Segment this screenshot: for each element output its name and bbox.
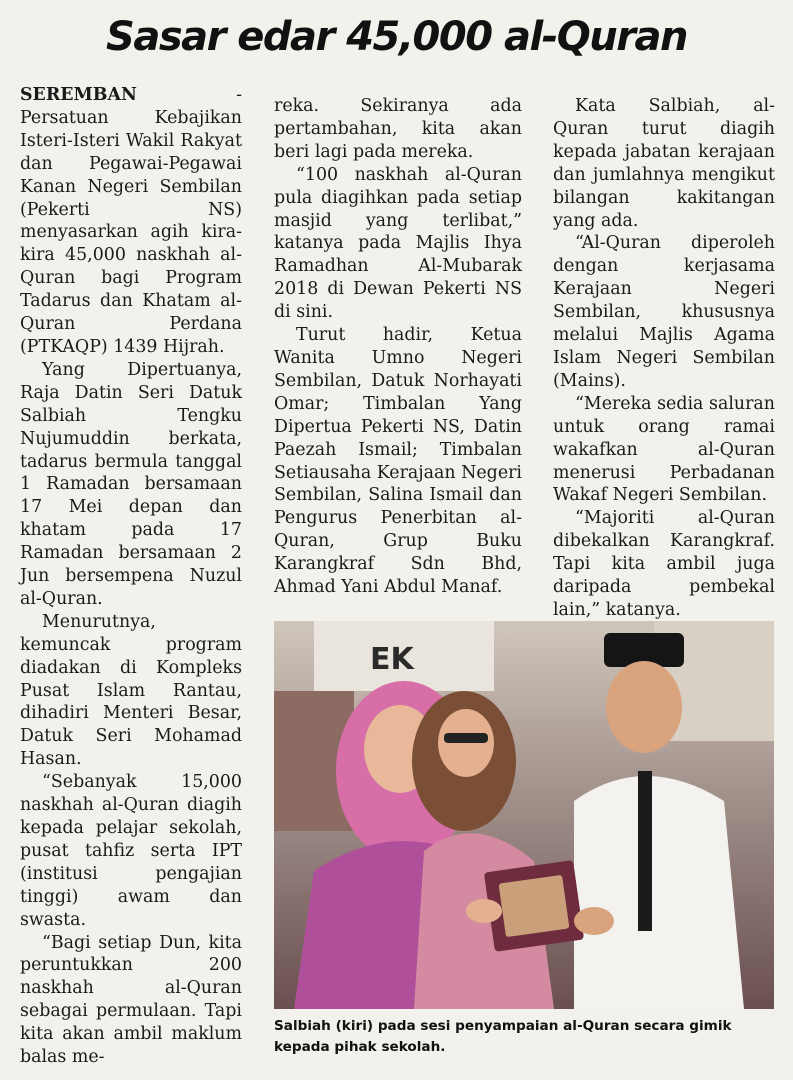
article-column-3 bbox=[553, 95, 775, 622]
article-column-2 bbox=[274, 95, 522, 599]
paragraph-text: - Persatuan Kebajikan Isteri-Isteri Wakil Rakyat dan Pegawai-Pegawai Kanan Negeri Sembilan (Pekerti NS) menyasarkan agih kira-kira 45,000 naskhah al-Quran bagi Program Tadarus dan Khatam al-Quran Perdana (PTKAQP) 1439 Hijrah. bbox=[20, 85, 242, 357]
paragraph: “Bagi setiap Dun, kita peruntukkan 200 naskhah al-Quran sebagai permulaan. Tapi kita akan ambil maklum balas me- bbox=[20, 932, 242, 1068]
dateline: SEREMBAN bbox=[20, 85, 137, 105]
news-photo bbox=[274, 621, 774, 1009]
paragraph: “100 naskhah al-Quran pula diagihkan pada setiap masjid yang terlibat,” katanya pada Majlis Ihya Ramadhan Al-Mubarak 2018 di Dewan Pekerti NS di sini. bbox=[274, 164, 522, 323]
paragraph: “Sebanyak 15,000 naskhah al-Quran diagih kepada pelajar sekolah, pusat tahfiz serta IPT (institusi pengajian tinggi) awam dan swasta. bbox=[20, 772, 242, 930]
photo-caption: Salbiah (kiri) pada sesi penyampaian al-Quran secara gimik kepada pihak sekolah. bbox=[274, 1018, 732, 1055]
paragraph: “Mereka sedia saluran untuk orang ramai wakafkan al-Quran menerusi Perbadanan Wakaf Negeri Sembilan. bbox=[553, 393, 775, 506]
photo-illustration bbox=[274, 621, 774, 1009]
paragraph: Kata Salbiah, al-Quran turut diagih kepada jabatan kerajaan dan jumlahnya mengikut bilangan kakitangan yang ada. bbox=[553, 96, 775, 231]
paragraph: “Al-Quran diperoleh dengan kerjasama Kerajaan Negeri Sembilan, khususnya melalui Majlis Agama Islam Negeri Sembilan (Mains). bbox=[553, 233, 775, 391]
paragraph: Yang Dipertuanya, Raja Datin Seri Datuk Salbiah Tengku Nujumuddin berkata, tadarus bermula tanggal 1 Ramadan bersamaan 17 Mei depan dan khatam pada 17 Ramadan bersamaan 2 Jun bersempena Nuzul al-Quran. bbox=[20, 359, 242, 609]
paragraph bbox=[20, 84, 242, 359]
paragraph: “Majoriti al-Quran dibekalkan Karangkraf. Tapi kita ambil juga daripada pembekal lain,” katanya. bbox=[553, 508, 775, 620]
banner-text: EK bbox=[370, 642, 414, 677]
article-column-1 bbox=[20, 84, 242, 1069]
paragraph: reka. Sekiranya ada pertambahan, kita akan beri lagi pada mereka. bbox=[274, 96, 522, 162]
paragraph: Menurutnya, kemuncak program diadakan di Kompleks Pusat Islam Rantau, dihadiri Menteri Besar, Datuk Seri Mohamad Hasan. bbox=[20, 611, 242, 770]
paragraph: Turut hadir, Ketua Wanita Umno Negeri Sembilan, Datuk Norhayati Omar; Timbalan Yang Dipertua Pekerti NS, Datin Paezah Ismail; Timbalan Setiausaha Kerajaan Negeri Sembilan, Salina Ismail dan Pengurus Penerbitan al-Quran, Grup Buku Karangkraf Sdn Bhd, Ahmad Yani Abdul Manaf. bbox=[274, 325, 522, 598]
headline: Sasar edar 45,000 al-Quran bbox=[106, 14, 687, 60]
